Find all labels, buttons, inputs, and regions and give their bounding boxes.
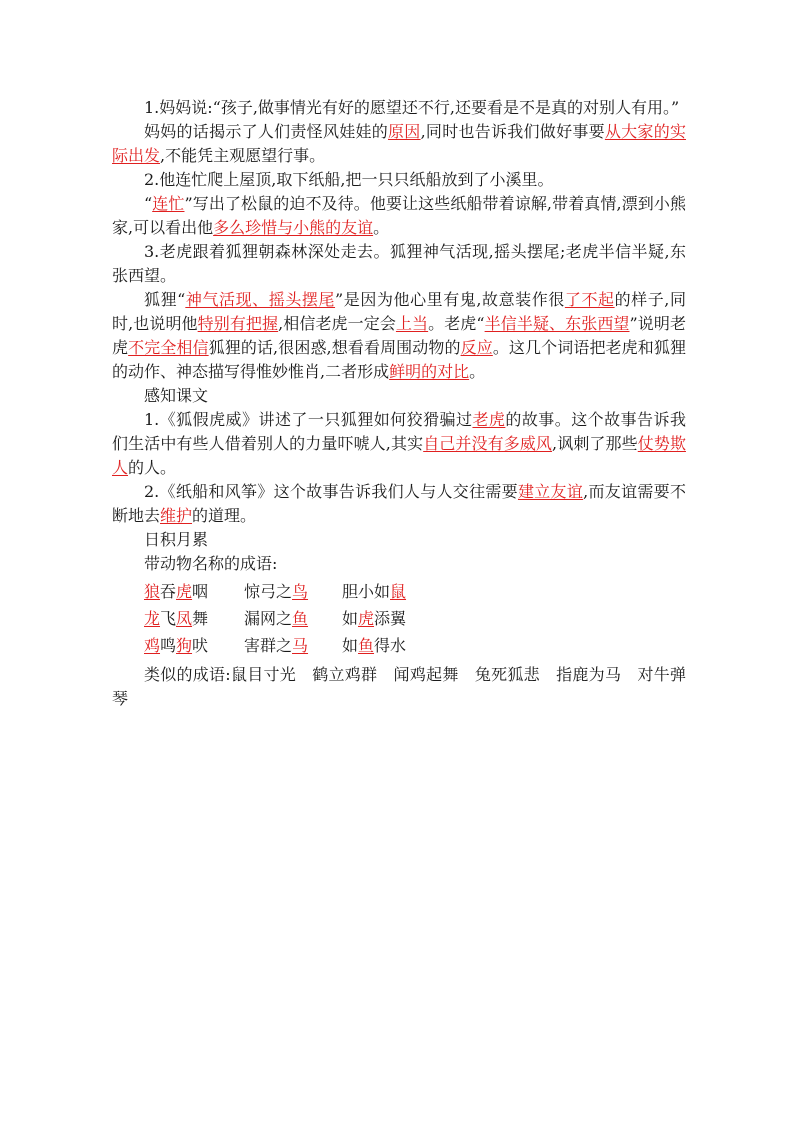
idiom-row [144,605,686,632]
reading-text: 2.他连忙爬上屋顶,取下纸船,把一只只纸船放到了小溪里。 [144,170,554,189]
idiom-text: 胆小如 [342,581,391,601]
idiom-text: 漏网之 [244,608,293,628]
answer-highlight: 虎 [358,608,375,628]
answer-highlight: 反应 [460,338,493,357]
idiom-text: 吞 [160,581,177,601]
idiom-text: 如 [342,608,359,628]
reading-text: 狐狸的话,很困惑,想看看周围动物的 [208,338,461,357]
answer-highlight: 半信半疑、东张西望 [484,314,630,333]
summary-text: 的道理。 [192,506,257,525]
idiom-text: 舞 [192,608,209,628]
reading-text: 妈妈的话揭示了人们责怪风娃娃的 [144,122,389,141]
answer-highlight: 鲜明的对比 [389,362,470,381]
answer-highlight: 狼 [144,581,161,601]
idiom [144,634,244,658]
idiom-text: 咽 [192,581,209,601]
answer-highlight: 多么珍惜与小熊的友谊 [213,218,374,237]
idiom-row [144,632,686,659]
summary-text: 1.《狐假虎威》讲述了一只狐狸如何狡猾骗过 [144,410,473,429]
reading-text: ”是因为他心里有鬼,故意装作很 [335,290,565,309]
reading-text: 3.老虎跟着狐狸朝森林深处走去。狐狸神气活现,摇头摆尾;老虎半信半疑,东张西望。 [112,242,686,285]
answer-highlight: 上当 [395,314,429,333]
reading-text: ,同时也告诉我们做好事要 [420,122,605,141]
answer-highlight: 神气活现、摇头摆尾 [185,290,336,309]
idiom-intro: 带动物名称的成语: [144,554,278,573]
idiom-text: 得水 [374,635,407,655]
idiom [244,607,342,631]
reading-paragraph [112,288,686,384]
reading-text: ”写出了松鼠的迫不及待。他要让这些纸船带着谅解,带着真情,漂到小熊家,可以看出他 [112,194,686,237]
heading-perceive-text: 感知课文 [144,386,209,405]
answer-highlight: 虎 [176,581,193,601]
answer-highlight: 鱼 [292,608,309,628]
idiom [342,607,438,631]
reading-text: ,相信老虎一定会 [278,314,396,333]
summary-text: 的人。 [128,458,177,477]
summary-paragraph [112,408,686,480]
summary-text: 2.《纸船和风筝》这个故事告诉我们人与人交往需要 [144,482,518,501]
reading-paragraph [112,120,686,168]
answer-highlight: 凤 [176,608,193,628]
idiom-text: 惊弓之 [244,581,293,601]
reading-text: 的样子,同时,也说明他 [112,290,686,333]
summary-paragraph [112,480,686,528]
answer-highlight: 不完全相信 [128,338,209,357]
summary-text: 的故事。这个故事告诉我们生活中有些人借着别人的力量吓唬人,其实 [112,410,686,453]
answer-highlight: 连忙 [152,194,185,213]
reading-paragraph [112,96,686,120]
idiom-row [144,578,686,605]
idiom-text: 如 [342,635,359,655]
answer-highlight: 狗 [176,635,193,655]
answer-highlight: 老虎 [472,410,506,429]
answer-highlight: 鸡 [144,635,161,655]
answer-highlight: 鱼 [358,635,375,655]
idiom-text: 飞 [160,608,177,628]
answer-highlight: 仗势欺人 [112,434,686,477]
answer-highlight: 鼠 [390,581,407,601]
answer-highlight: 原因 [388,122,421,141]
document-page [112,96,686,711]
idiom-text: 添翼 [374,608,407,628]
idiom-text: 鸣 [160,635,177,655]
answer-highlight: 马 [292,635,309,655]
idiom [144,607,244,631]
reading-paragraph [112,192,686,240]
idiom-text: 害群之 [244,635,293,655]
reading-text: ,不能凭主观愿望行事。 [160,146,326,165]
answer-highlight: 特别有把握 [197,314,279,333]
answer-highlight: 维护 [160,506,193,525]
reading-section [112,96,686,384]
reading-text: 。老虎“ [428,314,485,333]
idiom [144,580,244,604]
answer-highlight: 龙 [144,608,161,628]
reading-paragraph [112,240,686,288]
reading-text: 1.妈妈说:“孩子,做事情光有好的愿望还不行,还要看是不是真的对别人有用。” [144,98,680,117]
similar-idioms: 类似的成语:鼠目寸光 鹤立鸡群 闻鸡起舞 兔死狐悲 指鹿为马 对牛弹琴 [112,665,686,708]
answer-highlight: 鸟 [292,581,309,601]
idiom [342,580,438,604]
idiom-grid [112,578,686,659]
reading-text: 狐狸“ [144,290,186,309]
reading-text: “ [144,194,153,213]
idiom [244,580,342,604]
idiom [244,634,342,658]
reading-text: 。 [373,218,390,237]
answer-highlight: 自己并没有多威风 [423,434,553,453]
idiom-text: 吠 [192,635,209,655]
idiom [342,634,438,658]
summary-section [112,408,686,528]
reading-paragraph [112,168,686,192]
reading-text: 。 [469,362,486,381]
answer-highlight: 从大家的实际出发 [112,122,686,165]
heading-daily-accumulation: 日积月累 [144,530,209,549]
summary-text: ,而友谊需要不断地去 [112,482,686,525]
answer-highlight: 建立友谊 [517,482,584,501]
reading-text: 。这几个词语把老虎和狐狸的动作、神态描写得惟妙惟肖,二者形成 [112,338,686,381]
answer-highlight: 了不起 [564,290,615,309]
reading-text: ”说明老虎 [112,314,686,357]
summary-text: ,讽刺了那些 [552,434,638,453]
